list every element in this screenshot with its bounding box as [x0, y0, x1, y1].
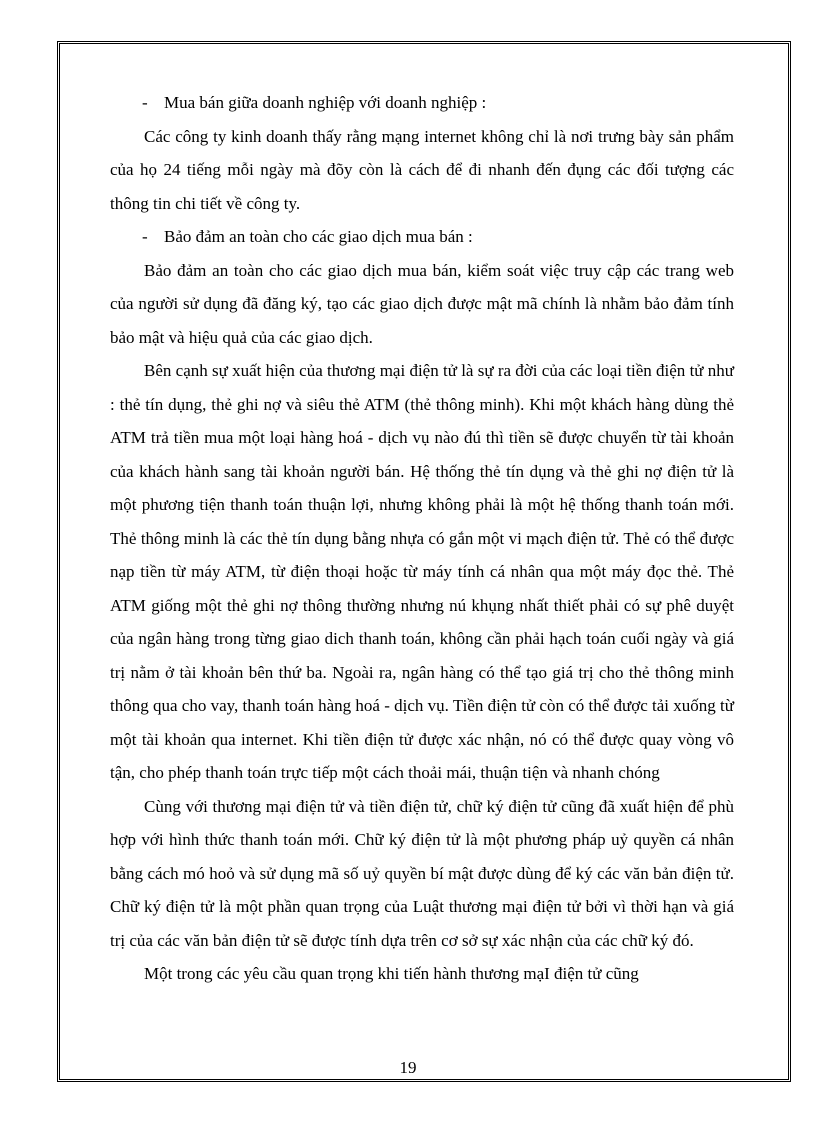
paragraph: Cùng với thương mại điện tử và tiền điện tử, chữ ký điện tử cũng đã xuất hiện để phù hợp với hình thức thanh toán mới. Chữ ký điện tử là một phương pháp uỷ quyền cá nhân bằng cách mó hoỏ và sử dụng mã số uỷ quyền bí mật được dùng để ký các văn bản điện tử. Chữ ký điện tử là một phần quan trọng của Luật thương mại điện tử bởi vì thời hạn và giá trị của các văn bản điện tử sẽ được tính dựa trên cơ sở sự xác nhận của các chữ ký đó. — [110, 796, 734, 950]
paragraph: Bên cạnh sự xuất hiện của thương mại điện tử là sự ra đời của các loại tiền điện tử như : thẻ tín dụng, thẻ ghi nợ và siêu thẻ ATM (thẻ thông minh). Khi một khách hàng dùng thẻ ATM trả tiền mua một loại hàng hoá - dịch vụ nào đú thì tiền sẽ được chuyển từ tài khoản của khách hành sang tài khoản người bán. Hệ thống thẻ tín dụng và thẻ ghi nợ điện tử là một phương tiện thanh toán thuận lợi, nhưng không phải là một hệ thống thanh toán mới. Thẻ thông minh là các thẻ tín dụng bằng nhựa có gắn một vi mạch điện tử. Thẻ có thể được nạp tiền từ máy ATM, từ điện thoại hoặc từ máy tính cá nhân qua một máy đọc thẻ. Thẻ ATM giống một thẻ ghi nợ thông thường nhưng nú khụng nhất thiết phải có sự phê duyệt của ngân hàng trong từng giao dich thanh toán, không cần phải hạch toán cuối ngày và giá trị nằm ở tài khoản bên thứ ba. Ngoài ra, ngân hàng có thể tạo giá trị cho thẻ thông minh thông qua cho vay, thanh toán hàng hoá - dịch vụ. Tiền điện tử còn có thể được tải xuống từ một tài khoản qua internet. Khi tiền điện tử được xác nhận, nó có thể được quay vòng vô tận, cho phép thanh toán trực tiếp một cách thoải mái, thuận tiện và nhanh chóng — [110, 361, 734, 782]
paragraph: Các công ty kinh doanh thấy rằng mạng internet không chỉ là nơi trưng bày sản phẩm của họ 24 tiếng mỗi ngày mà đõy còn là cách để đi nhanh đến đụng các đối tượng các thông tin chi tiết về công ty. — [110, 126, 734, 213]
bullet-item: - Mua bán giữa doanh nghiệp với doanh nghiệp : — [110, 86, 734, 120]
page-number: 19 — [399, 1058, 417, 1077]
bullet-text: Mua bán giữa doanh nghiệp với doanh nghiệp : — [164, 93, 487, 112]
bullet-item: - Bảo đảm an toàn cho các giao dịch mua bán : — [110, 220, 734, 254]
document-body — [110, 86, 734, 991]
paragraph: Bảo đảm an toàn cho các giao dịch mua bán, kiểm soát việc truy cập các trang web của người sử dụng đã đăng ký, tạo các giao dịch được mật mã chính là nhằm bảo đảm tính bảo mật và hiệu quả của các giao dịch. — [110, 260, 734, 347]
paragraph: Một trong các yêu cầu quan trọng khi tiến hành thương mạI điện tử cũng — [144, 964, 639, 983]
bullet-text: Bảo đảm an toàn cho các giao dịch mua bán : — [164, 227, 473, 246]
